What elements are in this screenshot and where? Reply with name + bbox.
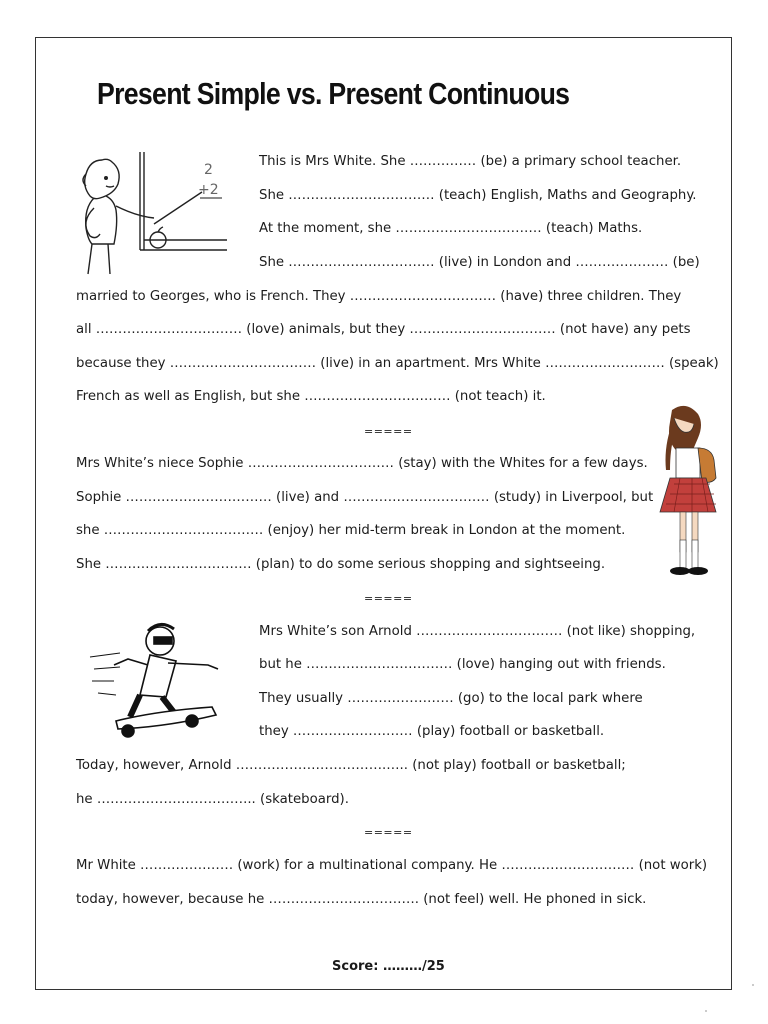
exercise-line: Sophie …………………………… (live) and …………………………… (study) in Liverpool, but <box>76 490 654 505</box>
exercise-line: married to Georges, who is French. They …………………………… (have) three children. They <box>76 289 682 304</box>
exercise-line: At the moment, she …………………………… (teach) Maths. <box>259 221 643 236</box>
exercise-line: Today, however, Arnold …………………………….….. (not play) football or basketball; <box>76 758 626 773</box>
exercise-line: he ……………………………... (skateboard). <box>76 792 349 807</box>
exercise-line: Mrs White’s son Arnold …………………………… (not like) shopping, <box>259 624 696 639</box>
section-separator: ===== <box>364 425 413 438</box>
exercise-line: she ……………………………… (enjoy) her mid-term break in London at the moment. <box>76 523 626 538</box>
exercise-line: French as well as English, but she …………………………… (not teach) it. <box>76 389 546 404</box>
speck <box>752 984 754 986</box>
exercise-line: She …………………………… (plan) to do some serious shopping and sightseeing. <box>76 557 606 572</box>
exercise-line: today, however, because he ……………………………. (not feel) well. He phoned in sick. <box>76 892 647 907</box>
speck <box>705 1010 707 1012</box>
exercise-line: because they …………………………… (live) in an apartment. Mrs White ……………………… (speak) <box>76 356 719 371</box>
skateboarder-illustration <box>88 617 234 741</box>
svg-text:2: 2 <box>204 162 213 178</box>
score-line: Score: ………/25 <box>332 959 445 974</box>
schoolgirl-illustration <box>652 404 724 578</box>
exercise-line: They usually …………………… (go) to the local park where <box>259 691 643 706</box>
exercise-line: Mrs White’s niece Sophie …………………………… (stay) with the Whites for a few days. <box>76 456 648 471</box>
svg-text:+2: +2 <box>198 182 219 198</box>
exercise-line: but he …………………………… (love) hanging out with friends. <box>259 657 666 672</box>
exercise-line: all …………………………… (love) animals, but they …………………………… (not have) any pets <box>76 322 691 337</box>
section-separator: ===== <box>364 592 413 605</box>
teacher-illustration <box>72 150 232 278</box>
exercise-line: they ……………………… (play) football or basketball. <box>259 724 605 739</box>
exercise-line: She …………………………… (live) in London and ………………… (be) <box>259 255 700 270</box>
exercise-line: This is Mrs White. She …………… (be) a primary school teacher. <box>259 154 682 169</box>
section-separator: ===== <box>364 826 413 839</box>
exercise-line: She …………………………… (teach) English, Maths and Geography. <box>259 188 697 203</box>
exercise-line: Mr White ………………… (work) for a multinational company. He ………………………… (not work) <box>76 858 708 873</box>
worksheet-title: Present Simple vs. Present Continuous <box>97 76 570 111</box>
